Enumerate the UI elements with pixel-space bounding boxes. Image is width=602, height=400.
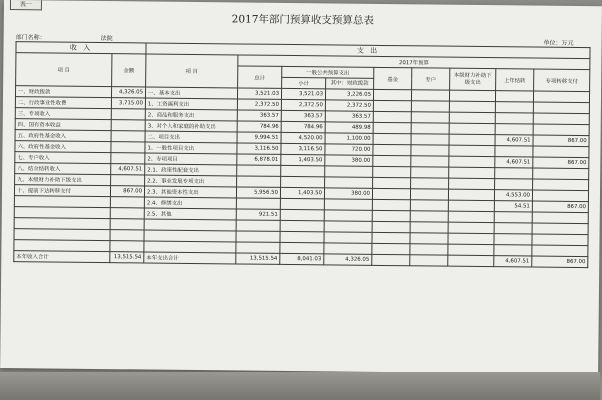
cell-transfer [532, 190, 588, 202]
cell-subtotal: 1,403.50 [281, 154, 325, 165]
cell-income-amount [111, 142, 145, 153]
cell-expense-item: 2.3、其他资本性支出 [144, 186, 236, 198]
cell-carryover [495, 168, 533, 179]
of-which-header: 其中：财政拨款 [326, 78, 374, 90]
total-subtotal: 8,041.03 [280, 253, 324, 264]
cell-transfer [532, 212, 588, 224]
cell-of-which [325, 166, 373, 178]
cell-of-which: 380.00 [325, 155, 373, 167]
transfer-header: 专项转移支付 [534, 69, 590, 92]
cell-expense-item: 2、商品和服务支出 [145, 109, 237, 121]
cell-of-which: 2,372.50 [325, 100, 373, 112]
cell-transfer: 867.00 [533, 135, 589, 147]
cell-subtotal [280, 209, 324, 220]
cell-expense-item: 2.4、修缮支出 [144, 197, 236, 209]
cell-income-amount: 867.00 [110, 186, 144, 197]
cell-of-which: 363.57 [325, 111, 373, 123]
income-amount-header: 金额 [112, 54, 146, 87]
cell-subsidy [448, 222, 494, 233]
cell-subsidy [449, 134, 495, 145]
cell-income-amount: 4,607.51 [111, 164, 145, 175]
cell-subtotal [280, 242, 324, 253]
cell-carryover [495, 146, 533, 157]
cell-income-item: 八、结余结转收入 [15, 163, 111, 175]
cell-subsidy [448, 211, 494, 222]
carryover-header: 上年结转 [496, 69, 534, 91]
cell-income-amount: 4,326.05 [111, 87, 145, 98]
subtotal-header: 小计 [282, 77, 326, 88]
total-income-amount: 13,515.54 [110, 252, 144, 263]
cell-subsidy [449, 156, 495, 167]
cell-transfer [533, 168, 589, 180]
cell-income-item: 五、政府性基金收入 [15, 130, 111, 142]
cell-income-amount [111, 109, 145, 120]
total-fund [372, 254, 410, 265]
cell-subsidy [449, 167, 495, 178]
cell-special [411, 112, 449, 123]
cell-subtotal [280, 220, 324, 231]
cell-special [410, 211, 448, 222]
cell-carryover [495, 179, 533, 190]
cell-expense-item: 2.5、其他 [144, 208, 236, 220]
cell-of-which: 489.98 [325, 122, 373, 134]
cell-expense-item: 一、基本支出 [145, 87, 237, 99]
cell-subsidy [448, 244, 494, 255]
cell-income-item: 七、专户收入 [15, 152, 111, 164]
total-expense-label: 本年支出合计 [144, 252, 236, 264]
cell-total: 6,878.01 [237, 154, 281, 165]
cell-subtotal: 3,116.50 [281, 143, 325, 154]
cell-income-item: 六、政府性基金收入 [15, 141, 111, 153]
cell-special [410, 233, 448, 244]
cell-subsidy [449, 178, 495, 189]
cell-income-amount [110, 208, 144, 219]
total-subsidy [448, 255, 494, 266]
cell-income-amount [110, 197, 144, 208]
total-income-label: 本年收入合计 [14, 251, 110, 263]
cell-special [410, 189, 448, 200]
cell-subsidy [449, 112, 495, 123]
budget-2017-header: 2017年预算 [238, 55, 590, 70]
department-label: 部门名称： [15, 34, 46, 42]
cell-total: 3,116.50 [237, 143, 281, 154]
cell-fund [373, 111, 411, 122]
cell-fund [373, 166, 411, 177]
cell-transfer [533, 179, 589, 191]
cell-subsidy [448, 189, 494, 200]
cell-carryover: 4,607.51 [495, 135, 533, 146]
cell-transfer [533, 113, 589, 125]
page-title: 2017年部门预算收支预算总表 [231, 13, 374, 27]
cell-special [411, 156, 449, 167]
cell-fund [372, 199, 410, 210]
cell-total [237, 165, 281, 176]
cell-total [236, 198, 280, 209]
cell-of-which [324, 199, 372, 211]
cell-income-item: 二、行政事业性收费 [15, 97, 111, 109]
cell-transfer [532, 234, 588, 246]
department-value: 法院 [100, 35, 113, 43]
cell-income-amount [110, 230, 144, 241]
general-budget-header: 一般公共预算支出 [282, 66, 374, 78]
cell-of-which [324, 210, 372, 222]
cell-special [411, 167, 449, 178]
cell-special [410, 222, 448, 233]
cell-total: 5,956.50 [236, 187, 280, 198]
cell-carryover [494, 234, 532, 245]
cell-transfer [533, 91, 589, 103]
cell-total: 363.57 [237, 110, 281, 121]
cell-fund [373, 155, 411, 166]
cell-subtotal [280, 231, 324, 242]
cell-of-which [324, 232, 372, 244]
cell-of-which [324, 221, 372, 233]
cell-special [411, 90, 449, 101]
cell-fund [373, 100, 411, 111]
unit-label: 单位：万元 [543, 39, 574, 47]
cell-total [236, 242, 280, 253]
cell-subtotal: 3,521.03 [281, 88, 325, 99]
cell-carryover [495, 124, 533, 135]
cell-subsidy [448, 200, 494, 211]
cell-carryover [495, 91, 533, 102]
total-carryover: 4,607.51 [494, 256, 532, 267]
cell-subtotal: 1,403.50 [280, 187, 324, 198]
cell-carryover [494, 223, 532, 234]
cell-income-item: 一、财政拨款 [15, 86, 111, 98]
cell-special [411, 123, 449, 134]
cell-expense-item: 3、对个人和家庭的补助支出 [145, 120, 237, 132]
cell-income-item: 三、专项收入 [15, 108, 111, 120]
desk-surface [0, 372, 600, 400]
cell-total [236, 231, 280, 242]
cell-of-which: 3,226.05 [325, 89, 373, 101]
cell-income-amount [110, 241, 144, 252]
special-header: 专户 [412, 68, 450, 90]
cell-special [410, 244, 448, 255]
cell-carryover [495, 102, 533, 113]
cell-total: 3,521.03 [237, 88, 281, 99]
cell-fund [372, 221, 410, 232]
cell-income-amount [111, 120, 145, 131]
cell-fund [373, 177, 411, 188]
cell-expense-item: 2.1、政策性配套支出 [145, 164, 237, 176]
income-item-header: 项 目 [16, 53, 112, 87]
cell-subtotal [281, 165, 325, 176]
cell-carryover: 4,553.00 [494, 190, 532, 201]
cell-subtotal: 363.57 [281, 110, 325, 121]
expense-item-header: 项 目 [146, 54, 238, 88]
cell-subtotal [281, 176, 325, 187]
total-total: 13,515.54 [236, 253, 280, 264]
cell-fund [373, 133, 411, 144]
total-transfer: 867.00 [532, 256, 588, 268]
cell-carryover [494, 245, 532, 256]
cell-fund [372, 232, 410, 243]
cell-subsidy [448, 233, 494, 244]
cell-total [237, 176, 281, 187]
cell-income-amount [111, 175, 145, 186]
cell-of-which: 380.00 [324, 188, 372, 200]
total-header: 总计 [238, 66, 282, 88]
cell-fund [373, 89, 411, 100]
cell-carryover [494, 212, 532, 223]
cell-fund [372, 243, 410, 254]
total-special [410, 255, 448, 266]
expense-header: 支 出 [146, 43, 590, 59]
cell-income-amount [111, 131, 145, 142]
cell-income-amount [110, 219, 144, 230]
cell-total: 9,994.51 [237, 132, 281, 143]
cell-of-which: 720.00 [325, 144, 373, 156]
cell-fund [373, 122, 411, 133]
cell-transfer [533, 124, 589, 136]
cell-fund [373, 144, 411, 155]
cell-carryover [495, 113, 533, 124]
cell-income-item: 九、本级财力补助下级支出 [15, 174, 111, 186]
cell-transfer [533, 146, 589, 158]
cell-subtotal: 2,372.50 [281, 99, 325, 110]
cell-total: 921.51 [236, 209, 280, 220]
cell-special [410, 200, 448, 211]
cell-subsidy [449, 101, 495, 112]
cell-income-item: 十、提前下达转移支付 [14, 185, 110, 197]
cell-special [411, 101, 449, 112]
cell-transfer: 867.00 [532, 201, 588, 213]
cell-income-item: 四、国有资本收益 [15, 119, 111, 131]
cell-fund [372, 188, 410, 199]
cell-subsidy [449, 123, 495, 134]
cell-subtotal: 784.96 [281, 121, 325, 132]
cell-special [411, 145, 449, 156]
cell-subsidy [449, 90, 495, 101]
cell-subtotal: 4,520.00 [281, 132, 325, 143]
total-of-which: 4,326.05 [324, 254, 372, 266]
cell-of-which [324, 243, 372, 255]
cell-total: 2,372.50 [237, 99, 281, 110]
cell-expense-item: 二、项目支出 [145, 131, 237, 143]
cell-subsidy [449, 145, 495, 156]
cell-transfer [533, 102, 589, 114]
cell-expense-item: 1、一般性项目支出 [145, 142, 237, 154]
cell-of-which [325, 177, 373, 189]
cell-carryover: 54.51 [494, 201, 532, 212]
cell-of-which: 1,100.00 [325, 133, 373, 145]
cell-expense-item: 1、工资福利支出 [145, 98, 237, 110]
cell-total: 784.96 [237, 121, 281, 132]
cell-income-amount: 3,715.00 [111, 98, 145, 109]
cell-special [411, 178, 449, 189]
income-header: 收 入 [16, 42, 146, 54]
cell-carryover: 4,607.51 [495, 157, 533, 168]
cell-transfer [532, 245, 588, 257]
cell-transfer: 867.00 [533, 157, 589, 169]
cell-fund [372, 210, 410, 221]
cell-total [236, 220, 280, 231]
cell-transfer [532, 223, 588, 235]
table-tab-label: 表一 [10, 0, 42, 10]
cell-expense-item: 2.2、事业发展专项支出 [145, 175, 237, 187]
budget-table [13, 41, 590, 268]
cell-expense-item: 2、专项项目 [145, 153, 237, 165]
cell-subtotal [280, 198, 324, 209]
cell-income-amount [111, 153, 145, 164]
cell-special [411, 134, 449, 145]
fund-header: 基金 [374, 67, 412, 89]
subsidy-header: 本级财力补助下级支出 [450, 68, 496, 90]
